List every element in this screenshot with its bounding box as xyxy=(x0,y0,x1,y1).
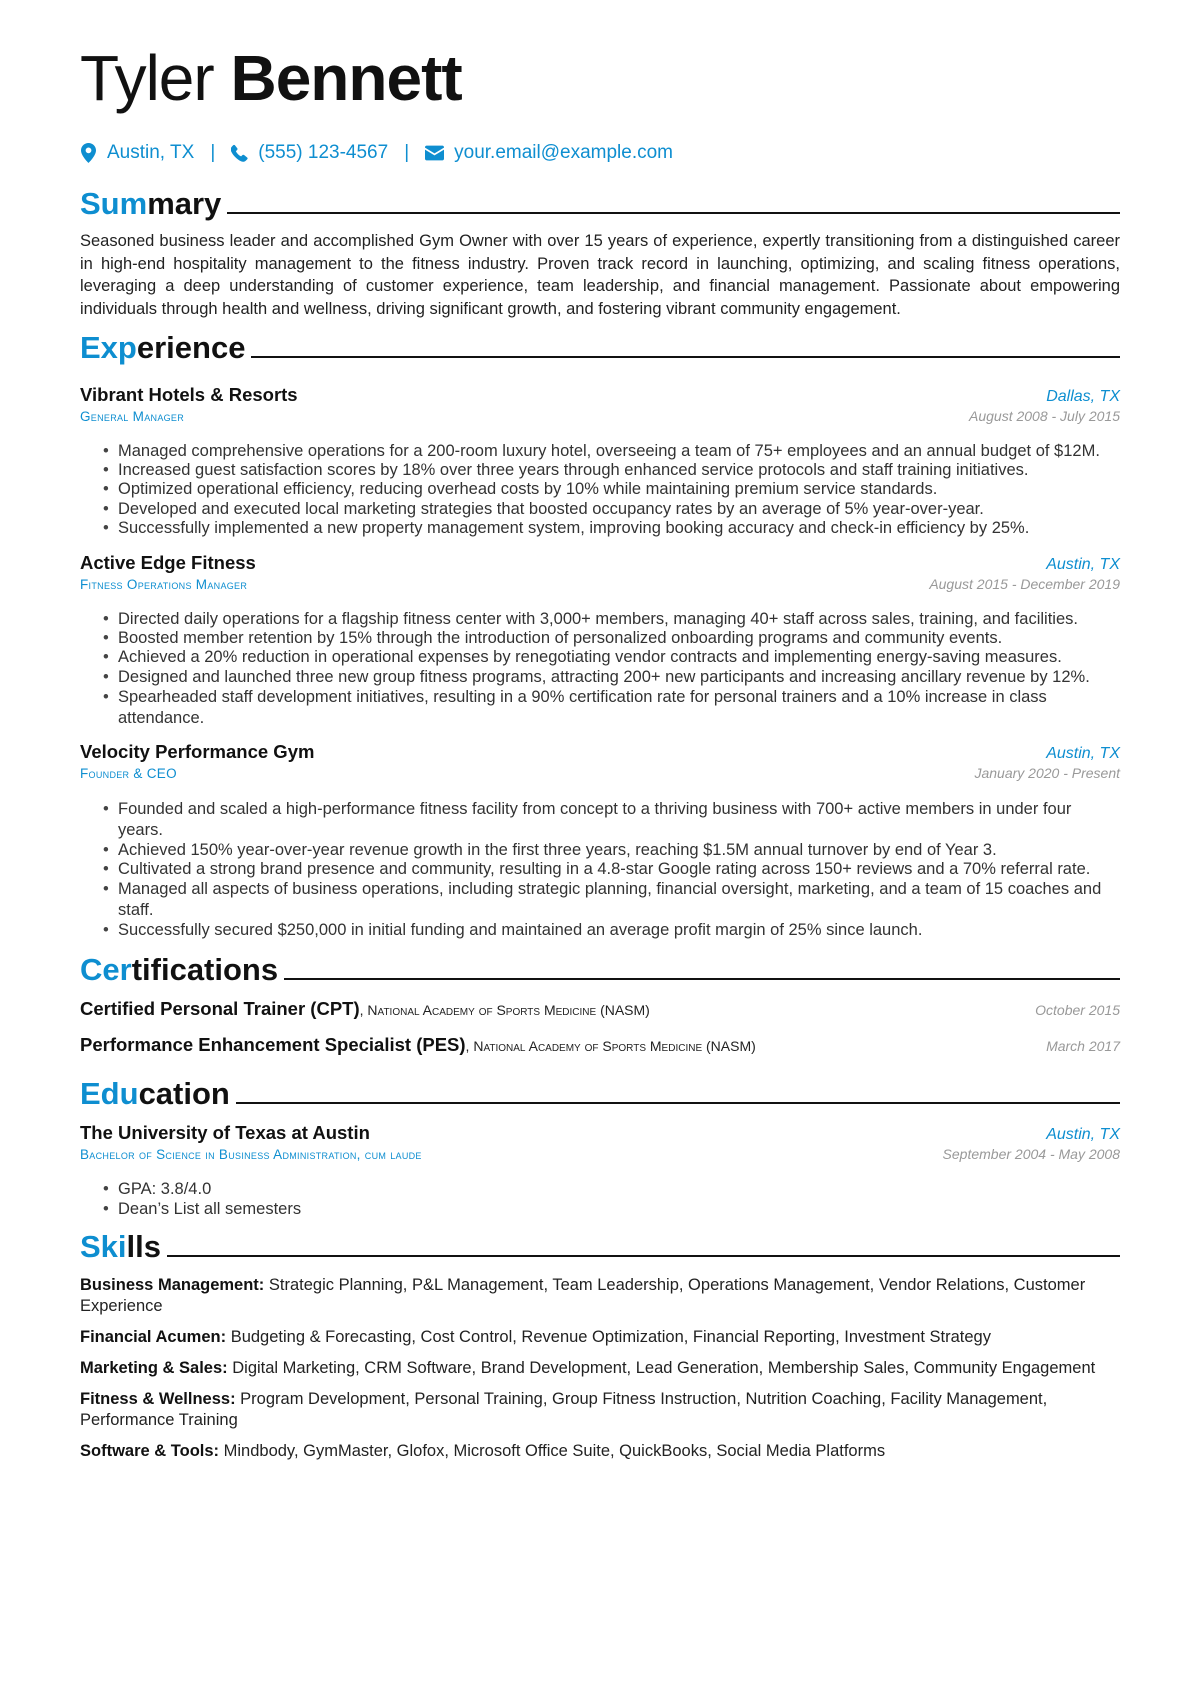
skill-items: Mindbody, GymMaster, Glofox, Microsoft Office Suite, QuickBooks, Social Media Platforms xyxy=(223,1441,886,1460)
school-location: Austin, TX xyxy=(1046,1126,1120,1144)
employer-location: Austin, TX xyxy=(1046,556,1120,574)
certification-issuer: National Academy of Sports Medicine (NASM) xyxy=(367,1002,650,1019)
section-title-rest: mary xyxy=(147,186,222,221)
phone-icon xyxy=(231,143,248,163)
skill-group xyxy=(80,1358,1120,1379)
candidate-name xyxy=(80,40,1120,116)
employer-name: Vibrant Hotels & Resorts xyxy=(80,384,298,405)
map-pin-icon xyxy=(80,143,97,163)
section-title-accent: Edu xyxy=(80,1076,139,1112)
certifications-heading xyxy=(80,952,1120,988)
section-rule xyxy=(284,978,1120,980)
list-item: • Spearheaded staff development initiatives, resulting in a 90% certification rate for personal trainers and a 10% increase in class attendance. xyxy=(80,687,1120,729)
email-link[interactable]: your.email@example.com xyxy=(454,142,673,163)
section-title-accent: Ski xyxy=(80,1228,127,1264)
skill-label: Software & Tools: xyxy=(80,1441,220,1460)
employer-location: Dallas, TX xyxy=(1046,388,1120,405)
skill-group xyxy=(80,1327,1120,1348)
certification-date: March 2017 xyxy=(1046,1038,1120,1055)
resume-page xyxy=(80,40,1120,1472)
skills-heading xyxy=(80,1229,1120,1265)
section-title xyxy=(80,952,278,988)
education-entry xyxy=(80,1122,1120,1218)
summary-heading xyxy=(80,186,1120,222)
section-title-rest: cation xyxy=(138,1076,230,1112)
list-item: • Increased guest satisfaction scores by 18% over three years through enhanced service protocols and staff training initiatives. xyxy=(80,461,1120,480)
contact-separator: | xyxy=(210,142,216,163)
skill-label: Business Management: xyxy=(80,1275,265,1294)
bullet-list xyxy=(80,442,1120,538)
experience-entry xyxy=(80,552,1120,729)
skills-list xyxy=(80,1275,1120,1462)
email-item[interactable] xyxy=(425,142,673,164)
employer-name: Velocity Performance Gym xyxy=(80,740,315,762)
skill-label: Fitness & Wellness: xyxy=(80,1389,236,1408)
skill-group xyxy=(80,1389,1120,1431)
section-rule xyxy=(236,1102,1120,1104)
section-rule xyxy=(251,356,1120,358)
list-item: • Managed all aspects of business operations, including strategic planning, financial oversight, marketing, and a team of 15 coaches and staff. xyxy=(80,879,1120,921)
job-title: Founder & CEO xyxy=(80,765,177,781)
section-title-accent: Exp xyxy=(80,330,137,365)
bullet-list xyxy=(80,1180,1120,1218)
experience-entry xyxy=(80,384,1120,538)
job-dates: August 2008 - July 2015 xyxy=(969,408,1120,424)
section-title-rest: erience xyxy=(136,330,246,365)
bullet-list xyxy=(80,610,1120,729)
skill-label: Financial Acumen: xyxy=(80,1327,227,1346)
list-item: • Successfully implemented a new property management system, improving booking accuracy and check-in efficiency by 25%. xyxy=(80,519,1120,538)
section-title xyxy=(80,1229,161,1265)
section-rule xyxy=(227,212,1120,214)
section-title-accent: Sum xyxy=(80,186,148,221)
list-item: • Managed comprehensive operations for a 200-room luxury hotel, overseeing a team of 75+ employees and an annual budget of $12M. xyxy=(80,442,1120,461)
job-title: Fitness Operations Manager xyxy=(80,577,248,593)
skill-items: Strategic Planning, P&L Management, Team Leadership, Operations Management, Vendor Relations, Customer Experience xyxy=(80,1275,1086,1315)
job-dates: January 2020 - Present xyxy=(974,764,1120,781)
list-item: • Dean’s List all semesters xyxy=(80,1200,1120,1219)
skill-label: Marketing & Sales: xyxy=(80,1358,228,1377)
skill-items: Program Development, Personal Training, Group Fitness Instruction, Nutrition Coaching, Facility Management, Performance Training xyxy=(80,1389,1048,1429)
summary-text: Seasoned business leader and accomplished Gym Owner with over 15 years of experience, expertly transitioning from a distinguished career in high-end hospitality management to the fitness industry. Proven track record in launching, optimizing, and scaling fitness operations, leveraging a deep understanding of customer experience, team leadership, and financial management. Passionate about empowering individuals through health and wellness, driving significant growth, and fostering vibrant community engagement. xyxy=(80,232,1120,318)
certification-issuer: National Academy of Sports Medicine (NASM) xyxy=(473,1038,756,1055)
skill-items: Budgeting & Forecasting, Cost Control, Revenue Optimization, Financial Reporting, Investment Strategy xyxy=(230,1327,991,1346)
section-rule xyxy=(167,1255,1120,1257)
section-title-rest: tifications xyxy=(131,952,279,988)
skill-group xyxy=(80,1441,1120,1462)
bullet-list xyxy=(80,799,1120,941)
employer-location: Austin, TX xyxy=(1046,744,1120,762)
school-name: The University of Texas at Austin xyxy=(80,1122,370,1144)
list-item: • Achieved 150% year-over-year revenue growth in the first three years, reaching $1.5M annual turnover by end of Year 3. xyxy=(80,841,1120,860)
list-item: • Successfully secured $250,000 in initial funding and maintained an average profit margin of 25% since launch. xyxy=(80,921,1120,940)
certification-name: Certified Personal Trainer (CPT) xyxy=(80,998,360,1020)
list-item: • Founded and scaled a high-performance fitness facility from concept to a thriving business with 700+ active members in under four years. xyxy=(80,799,1120,841)
list-item: • Designed and launched three new group fitness programs, attracting 200+ new participants and increasing ancillary revenue by 12%. xyxy=(80,668,1120,687)
section-title xyxy=(80,330,245,366)
phone-item xyxy=(231,142,388,164)
certification-name: Performance Enhancement Specialist (PES) xyxy=(80,1034,466,1056)
contact-line xyxy=(80,140,1120,166)
certification-date: October 2015 xyxy=(1035,1002,1120,1019)
last-name: Bennett xyxy=(230,42,462,114)
employer-name: Active Edge Fitness xyxy=(80,552,256,574)
section-title xyxy=(80,1076,230,1112)
list-item: • Directed daily operations for a flagship fitness center with 3,000+ members, managing 40+ staff across sales, training, and facilities. xyxy=(80,610,1120,629)
education-heading xyxy=(80,1076,1120,1112)
certification-row: Certified Personal Trainer (CPT), National Academy of Sports Medicine (NASM) October 2015 xyxy=(80,998,1120,1020)
envelope-icon xyxy=(425,145,444,161)
location-text: Austin, TX xyxy=(107,142,195,163)
skill-items: Digital Marketing, CRM Software, Brand Development, Lead Generation, Membership Sales, Community Engagement xyxy=(232,1358,1096,1377)
degree-name: Bachelor of Science in Business Administration, cum laude xyxy=(80,1147,422,1163)
list-item: • Developed and executed local marketing strategies that boosted occupancy rates by an average of 5% year-over-year. xyxy=(80,500,1120,519)
first-name: Tyler xyxy=(80,42,214,114)
list-item: • Cultivated a strong brand presence and community, resulting in a 4.8-star Google rating across 150+ reviews and a 70% referral rate. xyxy=(80,860,1120,879)
experience-heading xyxy=(80,330,1120,366)
certification-row: Performance Enhancement Specialist (PES), National Academy of Sports Medicine (NASM) March 2017 xyxy=(80,1034,1120,1056)
list-item: • Optimized operational efficiency, reducing overhead costs by 10% while maintaining premium service standards. xyxy=(80,480,1120,499)
contact-separator: | xyxy=(404,142,410,163)
education-dates: September 2004 - May 2008 xyxy=(942,1146,1120,1163)
job-title: General Manager xyxy=(80,409,185,424)
section-title xyxy=(80,186,221,222)
list-item: • Boosted member retention by 15% through the introduction of personalized onboarding programs and community events. xyxy=(80,629,1120,648)
phone-text: (555) 123-4567 xyxy=(258,142,389,163)
section-title-accent: Cer xyxy=(80,952,132,988)
section-title-rest: lls xyxy=(126,1228,161,1264)
location-item xyxy=(80,142,194,164)
experience-entry xyxy=(80,741,1120,941)
list-item: • GPA: 3.8/4.0 xyxy=(80,1180,1120,1199)
job-dates: August 2015 - December 2019 xyxy=(929,576,1120,593)
list-item: • Achieved a 20% reduction in operational expenses by renegotiating vendor contracts and implementing energy-saving measures. xyxy=(80,648,1120,667)
skill-group xyxy=(80,1275,1120,1317)
